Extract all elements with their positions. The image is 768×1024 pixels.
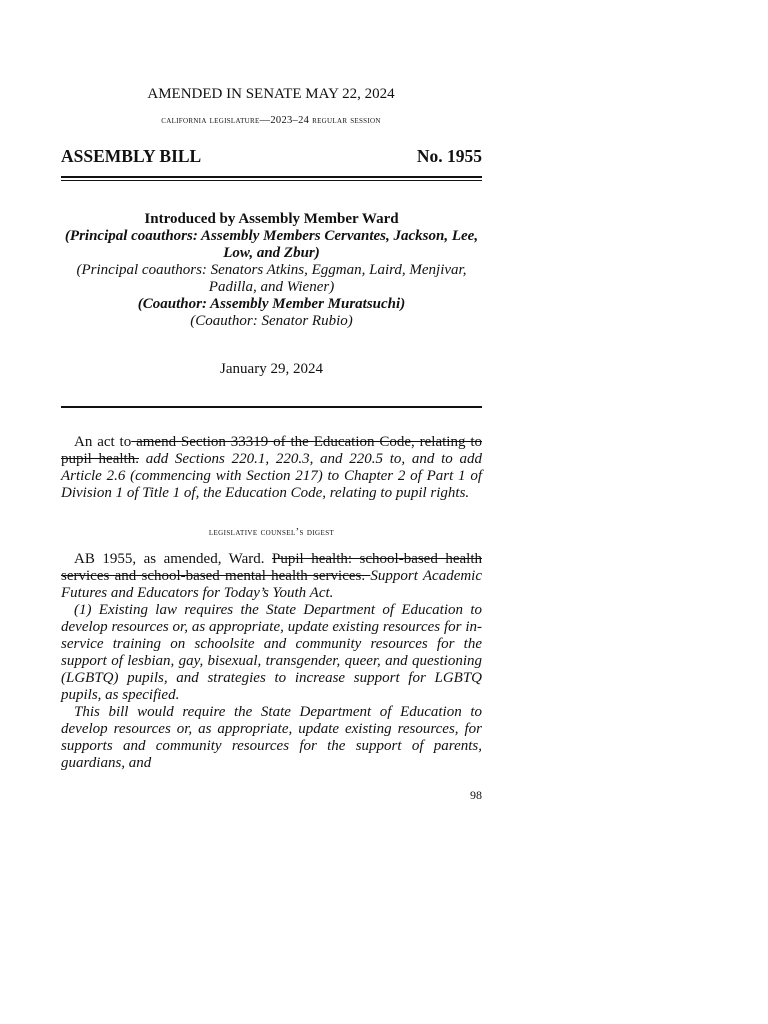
introduced-by: Introduced by Assembly Member Ward [144, 211, 399, 227]
bill-type: ASSEMBLY BILL [61, 146, 202, 166]
principal-coauthors-senate: (Principal coauthors: Senators Atkins, Eggman, Laird, Menjivar, Padilla, and Wiener) [76, 262, 467, 295]
header-rule-top [61, 176, 482, 178]
page-number: 98 [470, 788, 482, 802]
act-inserted-text: add Sections 220.1, 220.3, and 220.5 to, and to add Article 2.6 (commencing with Section 217) to Chapter 2 of Part 1 of Division 1 of Title 1 of, the Education Code, relating to pupil rights. [61, 451, 482, 501]
session-line: california legislature—2023–24 regular session [161, 115, 381, 126]
act-prefix: An act to [74, 434, 132, 450]
introduction-date: January 29, 2024 [220, 361, 323, 377]
digest-paragraph-1: (1) Existing law requires the State Department of Education to develop resources or, as appropriate, update existing resources for in-service training on schoolsite and community resources for the support of lesbian, gay, bisexual, transgender, queer, and questioning (LGBTQ) pupils, and strategies to increase support for LGBTQ pupils, as specified. [61, 602, 482, 703]
coauthor-senate: (Coauthor: Senator Rubio) [190, 313, 353, 329]
digest-body [61, 551, 482, 772]
amended-date-line: AMENDED IN SENATE MAY 22, 2024 [147, 86, 395, 102]
header-rule-bottom [61, 180, 482, 181]
digest-intro-inserted: Support Academic Futures and Educators for Today’s Youth Act. [61, 568, 483, 601]
section-rule [61, 406, 482, 408]
coauthor-assembly: (Coauthor: Assembly Member Muratsuchi) [137, 296, 406, 312]
digest-intro-deleted: Pupil health: school-based health services and school-based mental health services. [61, 551, 482, 584]
act-title [61, 434, 482, 502]
bill-title-row [61, 146, 482, 167]
introduction-block [61, 211, 482, 330]
bill-number: No. 1955 [416, 146, 482, 166]
digest-intro-prefix: AB 1955, as amended, Ward. [74, 551, 273, 567]
act-deleted-text: amend Section 33319 of the Education Code, relating to pupil health. [61, 434, 482, 467]
digest-paragraph-2: This bill would require the State Department of Education to develop resources or, as appropriate, update existing resources, for supports and community resources for the support of parents, guardians, and [61, 704, 482, 771]
digest-heading: legislative counsel’s digest [208, 527, 335, 538]
principal-coauthors-assembly: (Principal coauthors: Assembly Members Cervantes, Jackson, Lee, Low, and Zbur) [64, 228, 479, 261]
